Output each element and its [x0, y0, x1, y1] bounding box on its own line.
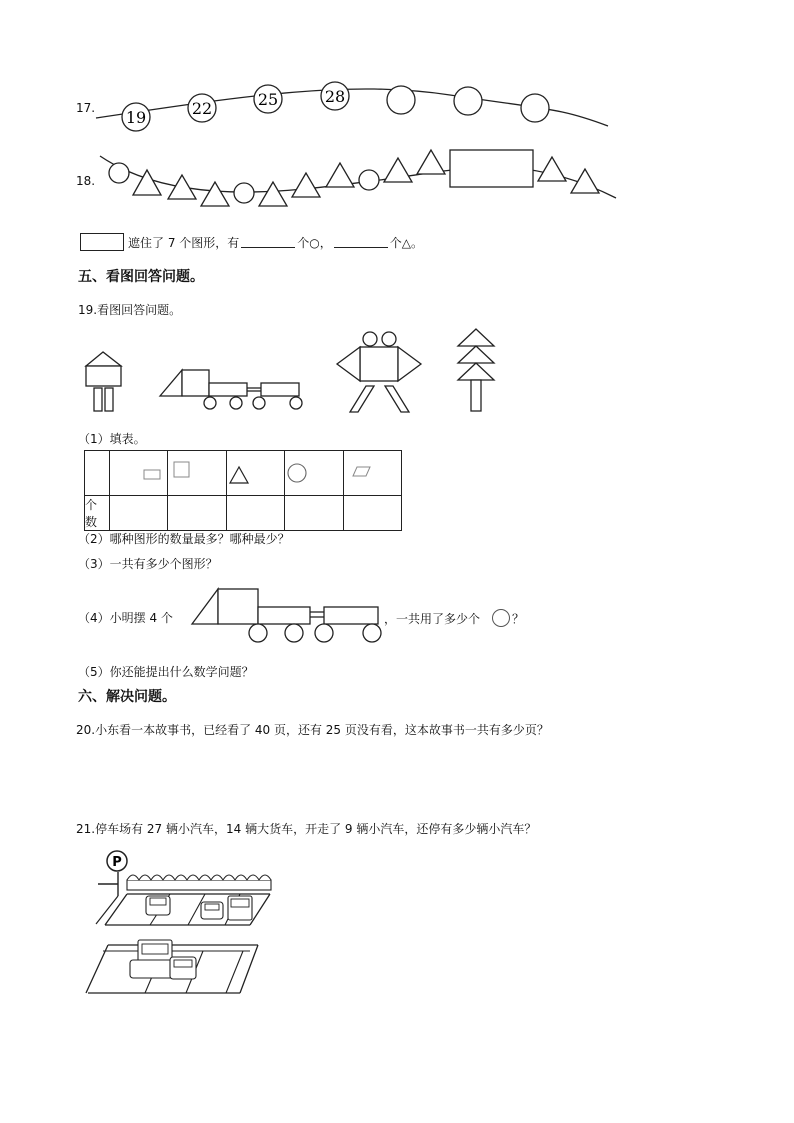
q19-part5: （5）你还能提出什么数学问题？	[78, 665, 254, 679]
q19-part4-suffix: ，一共用了多少个	[384, 611, 481, 626]
q19-part1: （1）填表。	[78, 432, 146, 446]
parking-sign-letter: P	[112, 855, 122, 870]
q17-number-2: 22	[191, 99, 213, 118]
q17-number-4: 28	[324, 87, 346, 106]
q19-part4-prefix: （4）小明摆 4 个	[78, 611, 173, 625]
q19-title: 19.看图回答问题。	[78, 303, 182, 317]
q19-part4-end: ？	[512, 611, 525, 626]
car-icon	[146, 896, 170, 915]
q18-unit-triangle: 个△。	[389, 235, 423, 250]
q18-text-part1: 遮住了 7 个图形，有	[128, 235, 240, 250]
car-icon	[170, 957, 196, 979]
truck-icon	[228, 896, 252, 920]
table-row-label: 个数	[85, 496, 110, 531]
q17-number-1: 19	[125, 108, 147, 127]
q21-text: 21.停车场有 27 辆小汽车，14 辆大货车，开走了 9 辆小汽车，还停有多少辆小汽车？	[76, 822, 537, 836]
q19-part2: （2）哪种图形的数量最多？哪种最少？	[78, 532, 290, 546]
q18-unit-circle: 个○，	[297, 235, 332, 250]
q17-number-3: 25	[257, 90, 279, 109]
q19-part3: （3）一共有多少个图形？	[78, 557, 218, 571]
q18-label: 18.	[76, 174, 96, 188]
q20-text: 20.小东看一本故事书，已经看了 40 页，还有 25 页没有看，这本故事书一共有多少页？	[76, 723, 549, 737]
section5-title: 五、看图回答问题。	[78, 269, 204, 285]
car-icon	[201, 902, 223, 919]
section6-title: 六、解决问题。	[78, 689, 176, 705]
q17-label: 17.	[76, 101, 96, 115]
